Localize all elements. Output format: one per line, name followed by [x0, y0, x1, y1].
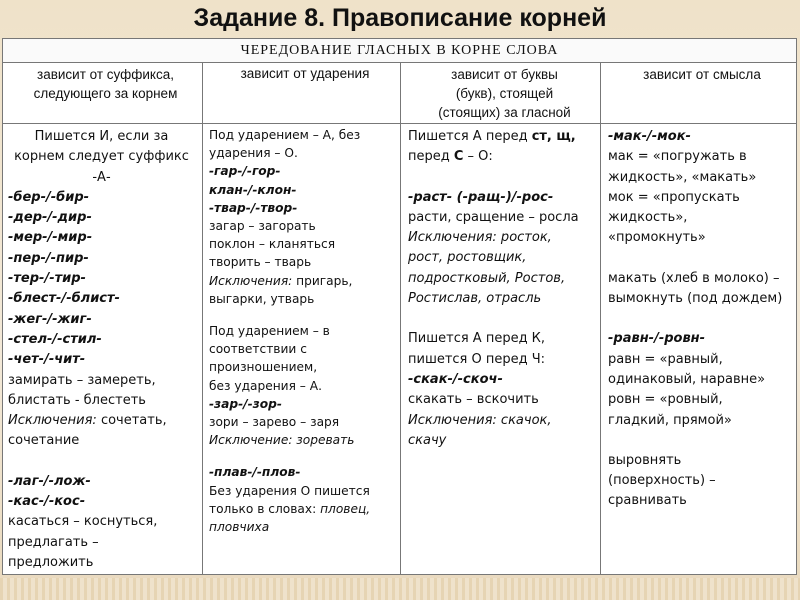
- text-line: -кас-/-кос-: [8, 494, 86, 510]
- text-line: -дер-/-дир-: [8, 210, 92, 226]
- text-line: -мер-/-мир-: [8, 230, 93, 246]
- text-line: Исключения: пригарь,: [209, 273, 353, 288]
- text-line: выровнять: [608, 452, 682, 468]
- text-line: -плав-/-плов-: [209, 465, 301, 480]
- header-line: следующего за корнем: [33, 86, 178, 101]
- page-title: Задание 8. Правописание корней: [193, 4, 607, 32]
- text-line: Без ударения О пишется: [209, 483, 370, 498]
- text-line: Исключение: зоревать: [209, 433, 355, 448]
- header-stress: [203, 62, 401, 124]
- text-line: рост, ростовщик,: [408, 250, 527, 266]
- text-line: макать (хлеб в молоко) –: [608, 270, 780, 286]
- text-line: гладкий, прямой»: [608, 412, 732, 428]
- text-line: -гар-/-гор-: [209, 164, 281, 179]
- text-line: [608, 249, 796, 269]
- header-letter: [401, 62, 601, 124]
- text-line: предлагать –: [8, 534, 99, 550]
- text-line: Пишется И, если за: [34, 129, 169, 144]
- text-line: [209, 449, 401, 463]
- text-line: предложить: [8, 554, 94, 570]
- text-line: -равн-/-ровн-: [608, 331, 706, 347]
- rules-table: [2, 38, 797, 575]
- text-line: -пер-/-пир-: [8, 250, 89, 266]
- text-line: перед С – О:: [408, 149, 493, 165]
- header-line: зависит от суффикса,: [37, 67, 174, 82]
- header-line: зависит от ударения: [240, 66, 370, 81]
- text-line: соответствии с: [209, 342, 307, 357]
- text-line: сравнивать: [608, 493, 687, 509]
- text-line: корнем следует суффикс: [14, 149, 189, 165]
- text-line: клан-/-клон-: [209, 182, 297, 197]
- header-line: (стоящих) за гласной: [438, 105, 571, 120]
- text-line: ударения – О.: [209, 146, 298, 161]
- text-line: ровн = «ровный,: [608, 392, 723, 408]
- text-line: блистать - блестеть: [8, 392, 146, 408]
- text-line: -тер-/-тир-: [8, 271, 86, 287]
- text-line: -мак-/-мок-: [608, 129, 691, 144]
- text-line: загар – загорать: [209, 219, 316, 234]
- text-line: касаться – коснуться,: [8, 514, 158, 530]
- text-line: [408, 309, 601, 329]
- text-line: произношением,: [209, 360, 318, 375]
- text-line: мок = «пропускать: [608, 189, 740, 205]
- column-meaning-rules: [601, 124, 796, 574]
- text-line: зори – зарево – заря: [209, 415, 340, 430]
- text-line: сочетание: [8, 433, 80, 449]
- text-line: скакать – вскочить: [408, 392, 539, 408]
- text-line: -бер-/-бир-: [8, 189, 90, 205]
- background-strip: [0, 578, 800, 600]
- text-line: мак = «погружать в: [608, 149, 747, 165]
- text-line: -зар-/-зор-: [209, 396, 282, 411]
- text-line: -чет-/-чит-: [8, 352, 86, 368]
- text-line: Пишется А перед К,: [408, 331, 546, 347]
- column-stress-rules: [203, 124, 401, 574]
- text-line: Исключения: сочетать,: [8, 413, 167, 429]
- table-title: ЧЕРЕДОВАНИЕ ГЛАСНЫХ В КОРНЕ СЛОВА: [3, 39, 796, 63]
- text-line: равн = «равный,: [608, 351, 723, 367]
- text-line: «промокнуть»: [608, 230, 706, 246]
- text-line: [608, 431, 796, 451]
- text-line: жидкость»,: [608, 210, 688, 226]
- header-suffix: [3, 62, 203, 124]
- text-line: поклон – кланяться: [209, 237, 336, 252]
- text-line: -твар-/-твор-: [209, 200, 298, 215]
- text-line: пловчиха: [209, 520, 270, 535]
- text-line: Ростислав, отрасль: [408, 291, 542, 307]
- text-line: замирать – замереть,: [8, 372, 156, 388]
- text-line: -А-: [92, 169, 111, 185]
- text-line: жидкость», «макать»: [608, 169, 757, 185]
- text-line: только в словах: пловец,: [209, 501, 371, 516]
- text-line: пишется О перед Ч:: [408, 351, 546, 367]
- text-line: -блест-/-блист-: [8, 291, 120, 307]
- header-line: зависит от смысла: [643, 67, 761, 82]
- header-line: зависит от буквы: [451, 67, 558, 82]
- text-line: -скак-/-скоч-: [408, 371, 503, 387]
- text-line: -раст- (-ращ-)/-рос-: [408, 189, 554, 205]
- text-line: вымокнуть (под дождем): [608, 291, 783, 307]
- header-meaning: [601, 62, 796, 124]
- text-line: скачу: [408, 432, 447, 448]
- text-line: одинаковый, наравне»: [608, 371, 766, 387]
- text-line: расти, сращение – росла: [408, 209, 579, 225]
- text-line: [209, 308, 401, 322]
- text-line: Под ударением – А, без: [209, 128, 361, 142]
- text-line: без ударения – А.: [209, 378, 322, 393]
- text-line: -жег-/-жиг-: [8, 311, 92, 327]
- text-line: Пишется А перед ст, щ,: [408, 129, 576, 144]
- text-line: [608, 309, 796, 329]
- text-line: подростковый, Ростов,: [408, 270, 566, 286]
- column-suffix-rules: [3, 124, 203, 574]
- text-line: -стел-/-стил-: [8, 331, 102, 347]
- text-line: (поверхность) –: [608, 473, 716, 489]
- text-line: творить – тварь: [209, 255, 312, 270]
- text-line: Исключения: росток,: [408, 230, 552, 246]
- header-line: (букв), стоящей: [455, 86, 554, 101]
- text-line: Исключения: скачок,: [408, 412, 552, 428]
- text-line: [8, 452, 203, 472]
- text-line: [408, 168, 601, 188]
- column-letter-rules: [401, 124, 601, 574]
- text-line: -лаг-/-лож-: [8, 473, 91, 489]
- text-line: Под ударением – в: [209, 324, 330, 339]
- text-line: выгарки, утварь: [209, 291, 315, 306]
